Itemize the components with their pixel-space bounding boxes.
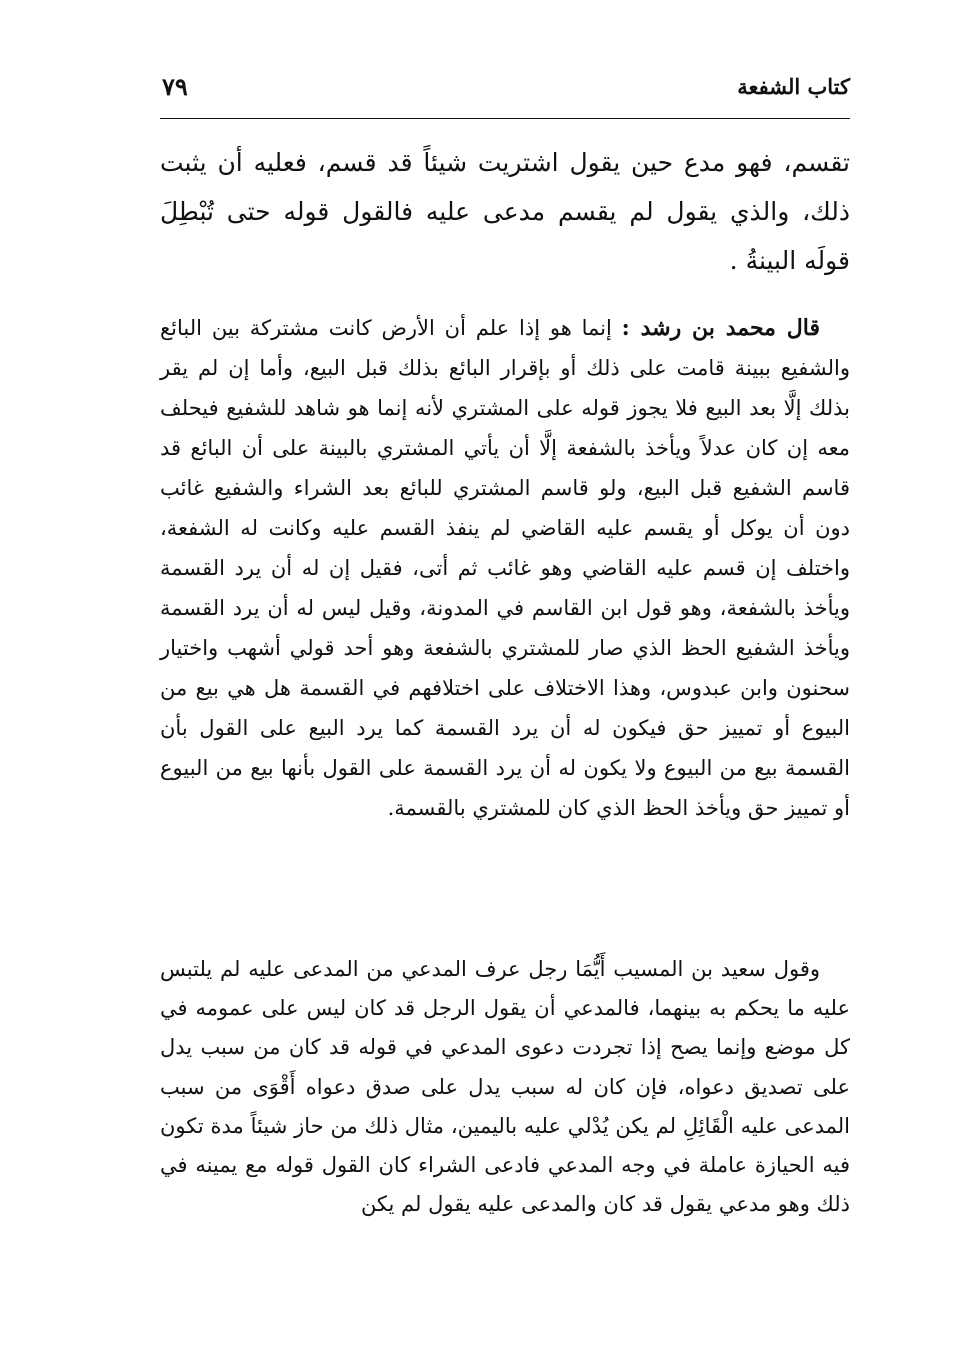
running-header [160, 72, 850, 118]
chapter-title: كتاب الشفعة [737, 74, 850, 99]
header-rule [160, 118, 850, 119]
speaker-attribution: قال محمد بن رشد : [621, 315, 820, 341]
paragraph-3 [160, 950, 850, 1224]
paragraph-2-text: إنما هو إذا علم أن الأرض كانت مشتركة بين البائع والشفيع ببينة قامت على ذلك أو بإقرار البائع بذلك قبل البيع، وأما إن لم يقر بذلك إلَّا بعد البيع فلا يجوز قوله على المشتري لأنه إنما هو شاهد للشفيع فيحلف معه إن كان عدلاً ويأخذ بالشفعة إلَّا أن يأتي المشتري بالبينة على أن البائع قد قاسم الشفيع قبل البيع، ولو قاسم المشتري للبائع بعد الشراء والشفيع غائب دون أن يوكل أو يقسم عليه القاضي لم ينفذ القسم عليه وكانت له الشفعة، واختلف إن قسم عليه القاضي وهو غائب ثم أتى، فقيل إن له أن يرد القسمة ويأخذ بالشفعة، وهو قول ابن القاسم في المدونة، وقيل ليس له أن يرد القسمة ويأخذ الشفيع الحظ الذي صار للمشتري بالشفعة وهو أحد قولي أشهب واختيار سحنون وابن عبدوس، وهذا الاختلاف على اختلافهم في القسمة هل هي بيع من البيوع أو تمييز حق فيكون له أن يرد القسمة كما يرد البيع على القول بأن القسمة بيع من البيوع ولا يكون له أن يرد القسمة على القول بأنها بيع من البيوع أو تمييز حق ويأخذ الحظ الذي كان للمشتري بالقسمة. [160, 316, 850, 820]
page-number: ٧٩ [162, 72, 188, 101]
paragraph-3-text: وقول سعيد بن المسيب أَيُّمَا رجل عرف المدعي من المدعى عليه لم يلتبس عليه ما يحكم به بينهما، فالمدعي أن يقول الرجل قد كان ليس على عمومه في كل موضع وإنما يصح إذا تجردت دعوى المدعي في قوله قد كان من سبب يدل على تصديق دعواه، فإن كان له سبب يدل على صدق دعواه أَقْوَى من سبب المدعى عليه الْقَائِلِ لم يكن يُدْلي عليه باليمين، مثال ذلك من حاز شيئاً مدة تكون فيه الحيازة عاملة في وجه المدعي فادعى الشراء كان القول قوله مع يمينه في ذلك وهو مدعي يقول قد كان والمدعى عليه يقول لم يكن [160, 957, 850, 1217]
paragraph-2 [160, 308, 850, 828]
paragraph-1: تقسم، فهو مدع حين يقول اشتريت شيئاً قد قسم، فعليه أن يثبت ذلك، والذي يقول لم يقسم مدعى عليه فالقول قوله حتى تُبْطِلَ قولَه البينةُ . [160, 148, 850, 275]
